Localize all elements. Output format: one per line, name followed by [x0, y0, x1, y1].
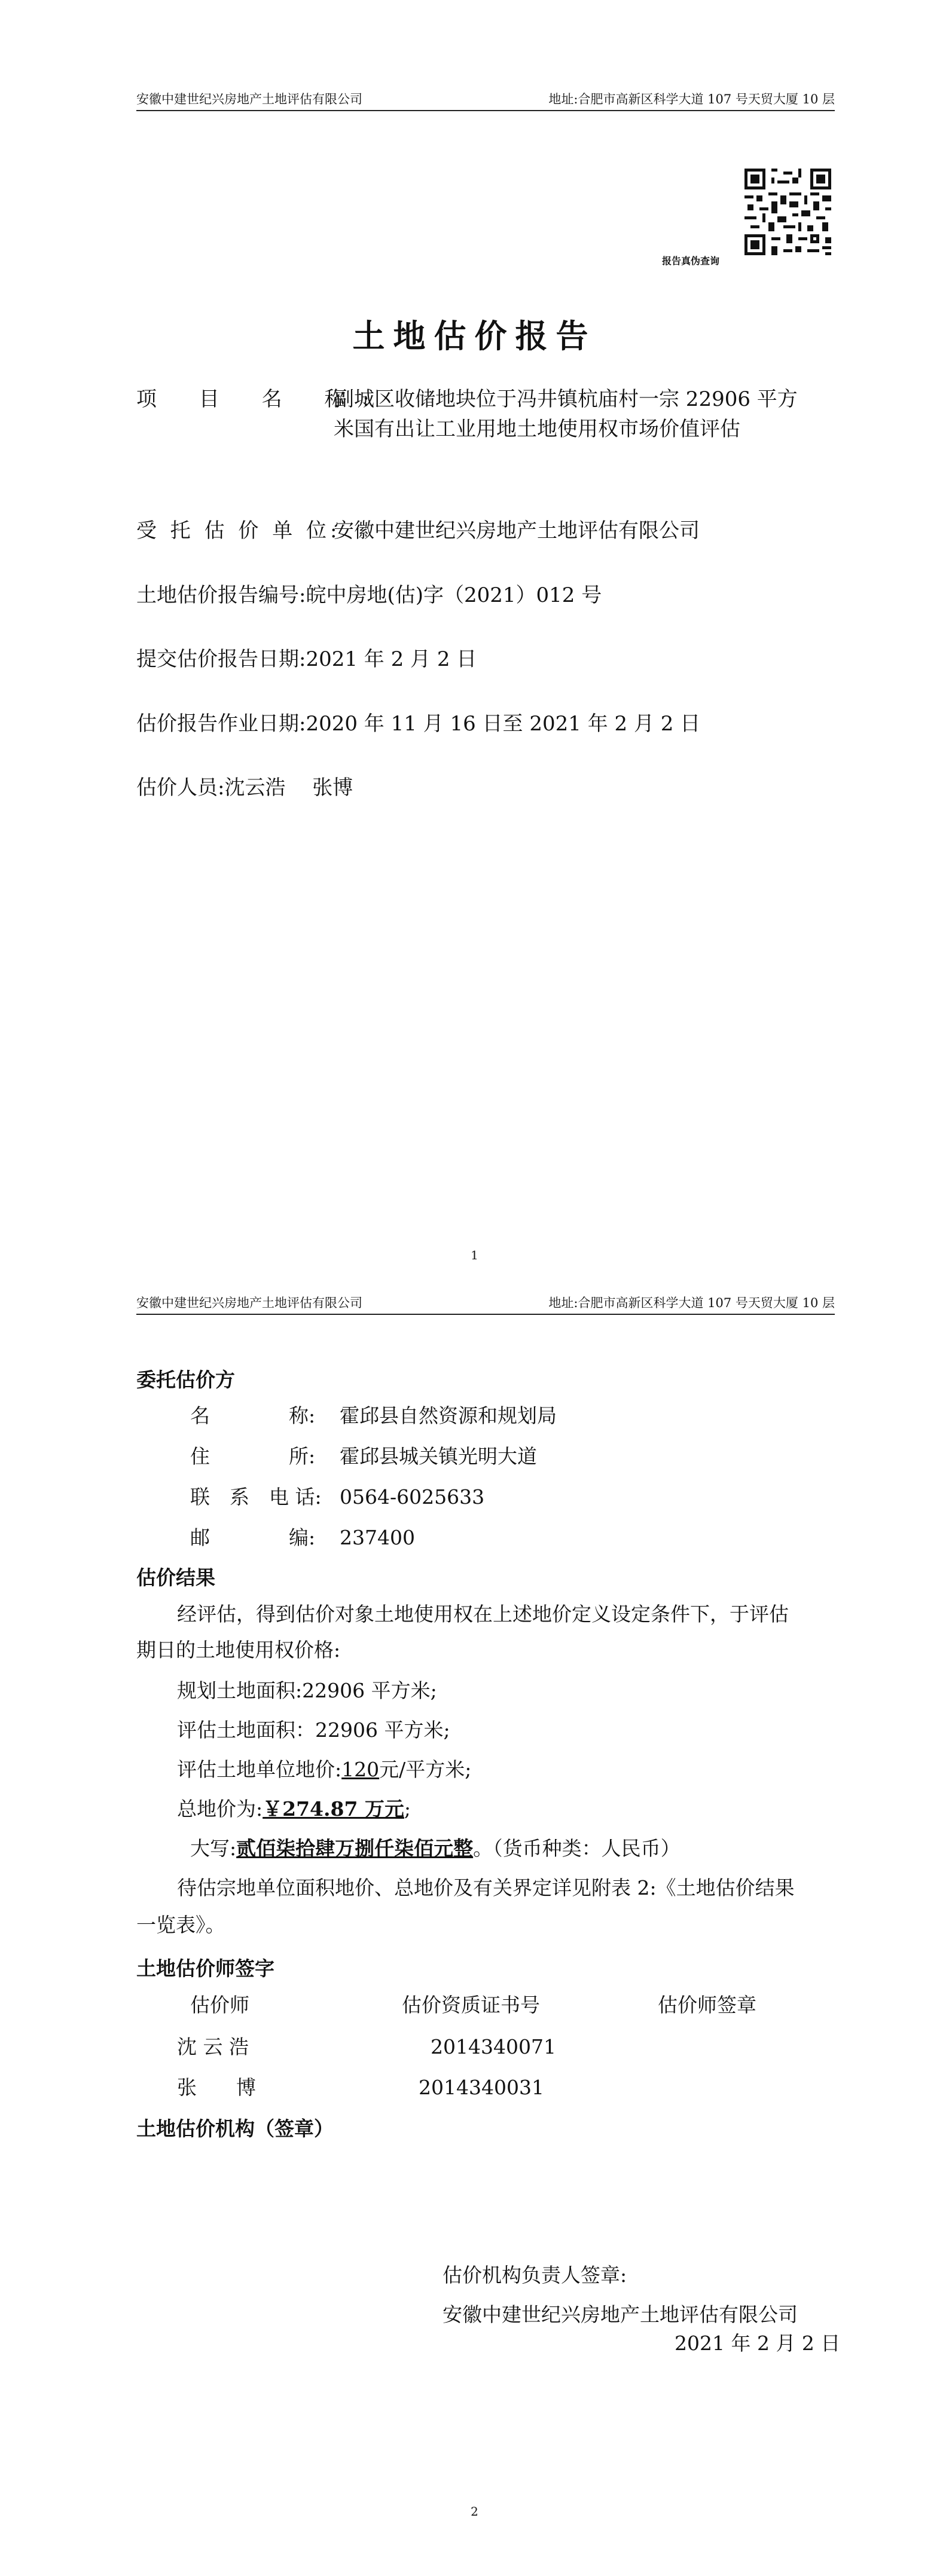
- capital-row: [190, 1835, 681, 1862]
- agency-name: 安徽中建世纪兴房地产土地评估有限公司: [443, 2303, 798, 2326]
- page-header: [136, 84, 835, 111]
- sign-header-appraiser: 估价师: [190, 1993, 249, 2017]
- client-postcode-row: [190, 1524, 415, 1552]
- client-postcode-value: 237400: [340, 1526, 415, 1549]
- appraisers-label: 估价人员:: [136, 776, 225, 800]
- assessed-area: 评估土地面积：22906 平方米;: [177, 1718, 450, 1742]
- submit-date-label: 提交估价报告日期:: [136, 647, 306, 671]
- report-title: 土地估价报告: [352, 317, 597, 355]
- unit-price-value: 120: [341, 1758, 380, 1781]
- page-header: [136, 1287, 835, 1315]
- client-heading: 委托估价方: [136, 1368, 235, 1391]
- report-number-field: [136, 579, 602, 612]
- client-address-label: 住 所:: [190, 1445, 316, 1468]
- capital-prefix: 大写:: [190, 1837, 237, 1860]
- client-name-value: 霍邱县自然资源和规划局: [340, 1404, 557, 1427]
- total-price-suffix: ;: [404, 1797, 411, 1821]
- header-address: 地址:合肥市高新区科学大道 107 号天贸大厦 10 层: [548, 1296, 835, 1310]
- total-price-prefix: 总地价为:: [177, 1797, 263, 1821]
- sign-heading: 土地估价师签字: [136, 1957, 274, 1980]
- commissioned-unit-label: 受 托 估 价 单 位:: [136, 519, 341, 543]
- result-para-line1: 经评估，得到估价对象土地使用权在上述地价定义设定条件下，于评估: [177, 1602, 789, 1626]
- qr-code-icon[interactable]: [744, 169, 831, 255]
- page-1: [0, 0, 949, 1285]
- submit-date-field: [136, 643, 477, 676]
- sign-row-1-cert: 2014340071: [431, 2035, 556, 2058]
- client-postcode-label: 邮 编:: [190, 1526, 316, 1549]
- result-heading: 估价结果: [136, 1566, 215, 1589]
- project-name-label: 项 目 名 称:: [136, 387, 387, 411]
- page-number: 2: [471, 2504, 478, 2519]
- total-price-value: ￥274.87 万元: [263, 1797, 404, 1821]
- responsible-label: 估价机构负责人签章:: [443, 2263, 627, 2287]
- appraisers-field: [136, 771, 353, 804]
- report-number-label: 土地估价报告编号:: [136, 583, 306, 607]
- client-phone-row: [190, 1483, 484, 1511]
- capital-value: 贰佰柒拾肆万捌仟柒佰元整: [236, 1837, 474, 1860]
- unit-price-suffix: 元/平方米;: [379, 1758, 472, 1781]
- client-phone-value: 0564-6025633: [340, 1485, 485, 1509]
- header-company: 安徽中建世纪兴房地产土地评估有限公司: [136, 92, 362, 106]
- page-number: 1: [471, 1248, 478, 1262]
- planned-area: 规划土地面积:22906 平方米;: [177, 1679, 437, 1702]
- report-number-value: 皖中房地(估)字（2021）012 号: [306, 583, 602, 607]
- page-2: [0, 1285, 949, 2576]
- sign-header-seal: 估价师签章: [658, 1993, 756, 2017]
- client-address-value: 霍邱县城关镇光明大道: [340, 1445, 537, 1468]
- sign-row-1-name: 沈 云 浩: [177, 2035, 249, 2058]
- result-para-line2: 期日的土地使用权价格:: [136, 1638, 341, 1662]
- header-company: 安徽中建世纪兴房地产土地评估有限公司: [136, 1296, 362, 1310]
- sign-date: 2021 年 2 月 2 日: [675, 2332, 841, 2355]
- work-date-label: 估价报告作业日期:: [136, 712, 306, 736]
- project-name-field: [136, 383, 798, 416]
- unit-price-row: [177, 1756, 471, 1783]
- sign-row-2-name: 张 博: [177, 2076, 256, 2099]
- client-address-row: [190, 1443, 537, 1470]
- unit-price-prefix: 评估土地单位地价:: [177, 1758, 342, 1781]
- capital-suffix: 。（货币种类：人民币）: [473, 1837, 681, 1860]
- client-name-label: 名 称:: [190, 1404, 316, 1427]
- work-date-value: 2020 年 11 月 16 日至 2021 年 2 月 2 日: [306, 712, 701, 736]
- commissioned-unit-field: [136, 514, 700, 547]
- project-name-line1: 副城区收储地块位于冯井镇杭庙村一宗 22906 平方: [334, 387, 798, 411]
- sign-row-2-cert: 2014340031: [419, 2076, 544, 2099]
- project-name-line2: 米国有出让工业用地土地使用权市场价值评估: [334, 417, 740, 441]
- total-price-row: [177, 1795, 411, 1823]
- header-address: 地址:合肥市高新区科学大道 107 号天贸大厦 10 层: [548, 92, 835, 106]
- appraisers-value: 沈云浩 张博: [224, 776, 353, 800]
- qr-caption: 报告真伪查询: [661, 255, 719, 267]
- sign-header-cert: 估价资质证书号: [402, 1993, 540, 2017]
- submit-date-value: 2021 年 2 月 2 日: [306, 647, 477, 671]
- client-name-row: [190, 1402, 557, 1430]
- client-phone-label: 联 系 电 话:: [190, 1485, 322, 1509]
- agency-heading: 土地估价机构（签章）: [136, 2117, 334, 2140]
- see-appendix-line1: 待估宗地单位面积地价、总地价及有关界定详见附表 2:《土地估价结果: [177, 1876, 795, 1899]
- commissioned-unit-value: 安徽中建世纪兴房地产土地评估有限公司: [334, 519, 700, 543]
- work-date-field: [136, 707, 700, 741]
- see-appendix-line2: 一览表》。: [136, 1913, 225, 1936]
